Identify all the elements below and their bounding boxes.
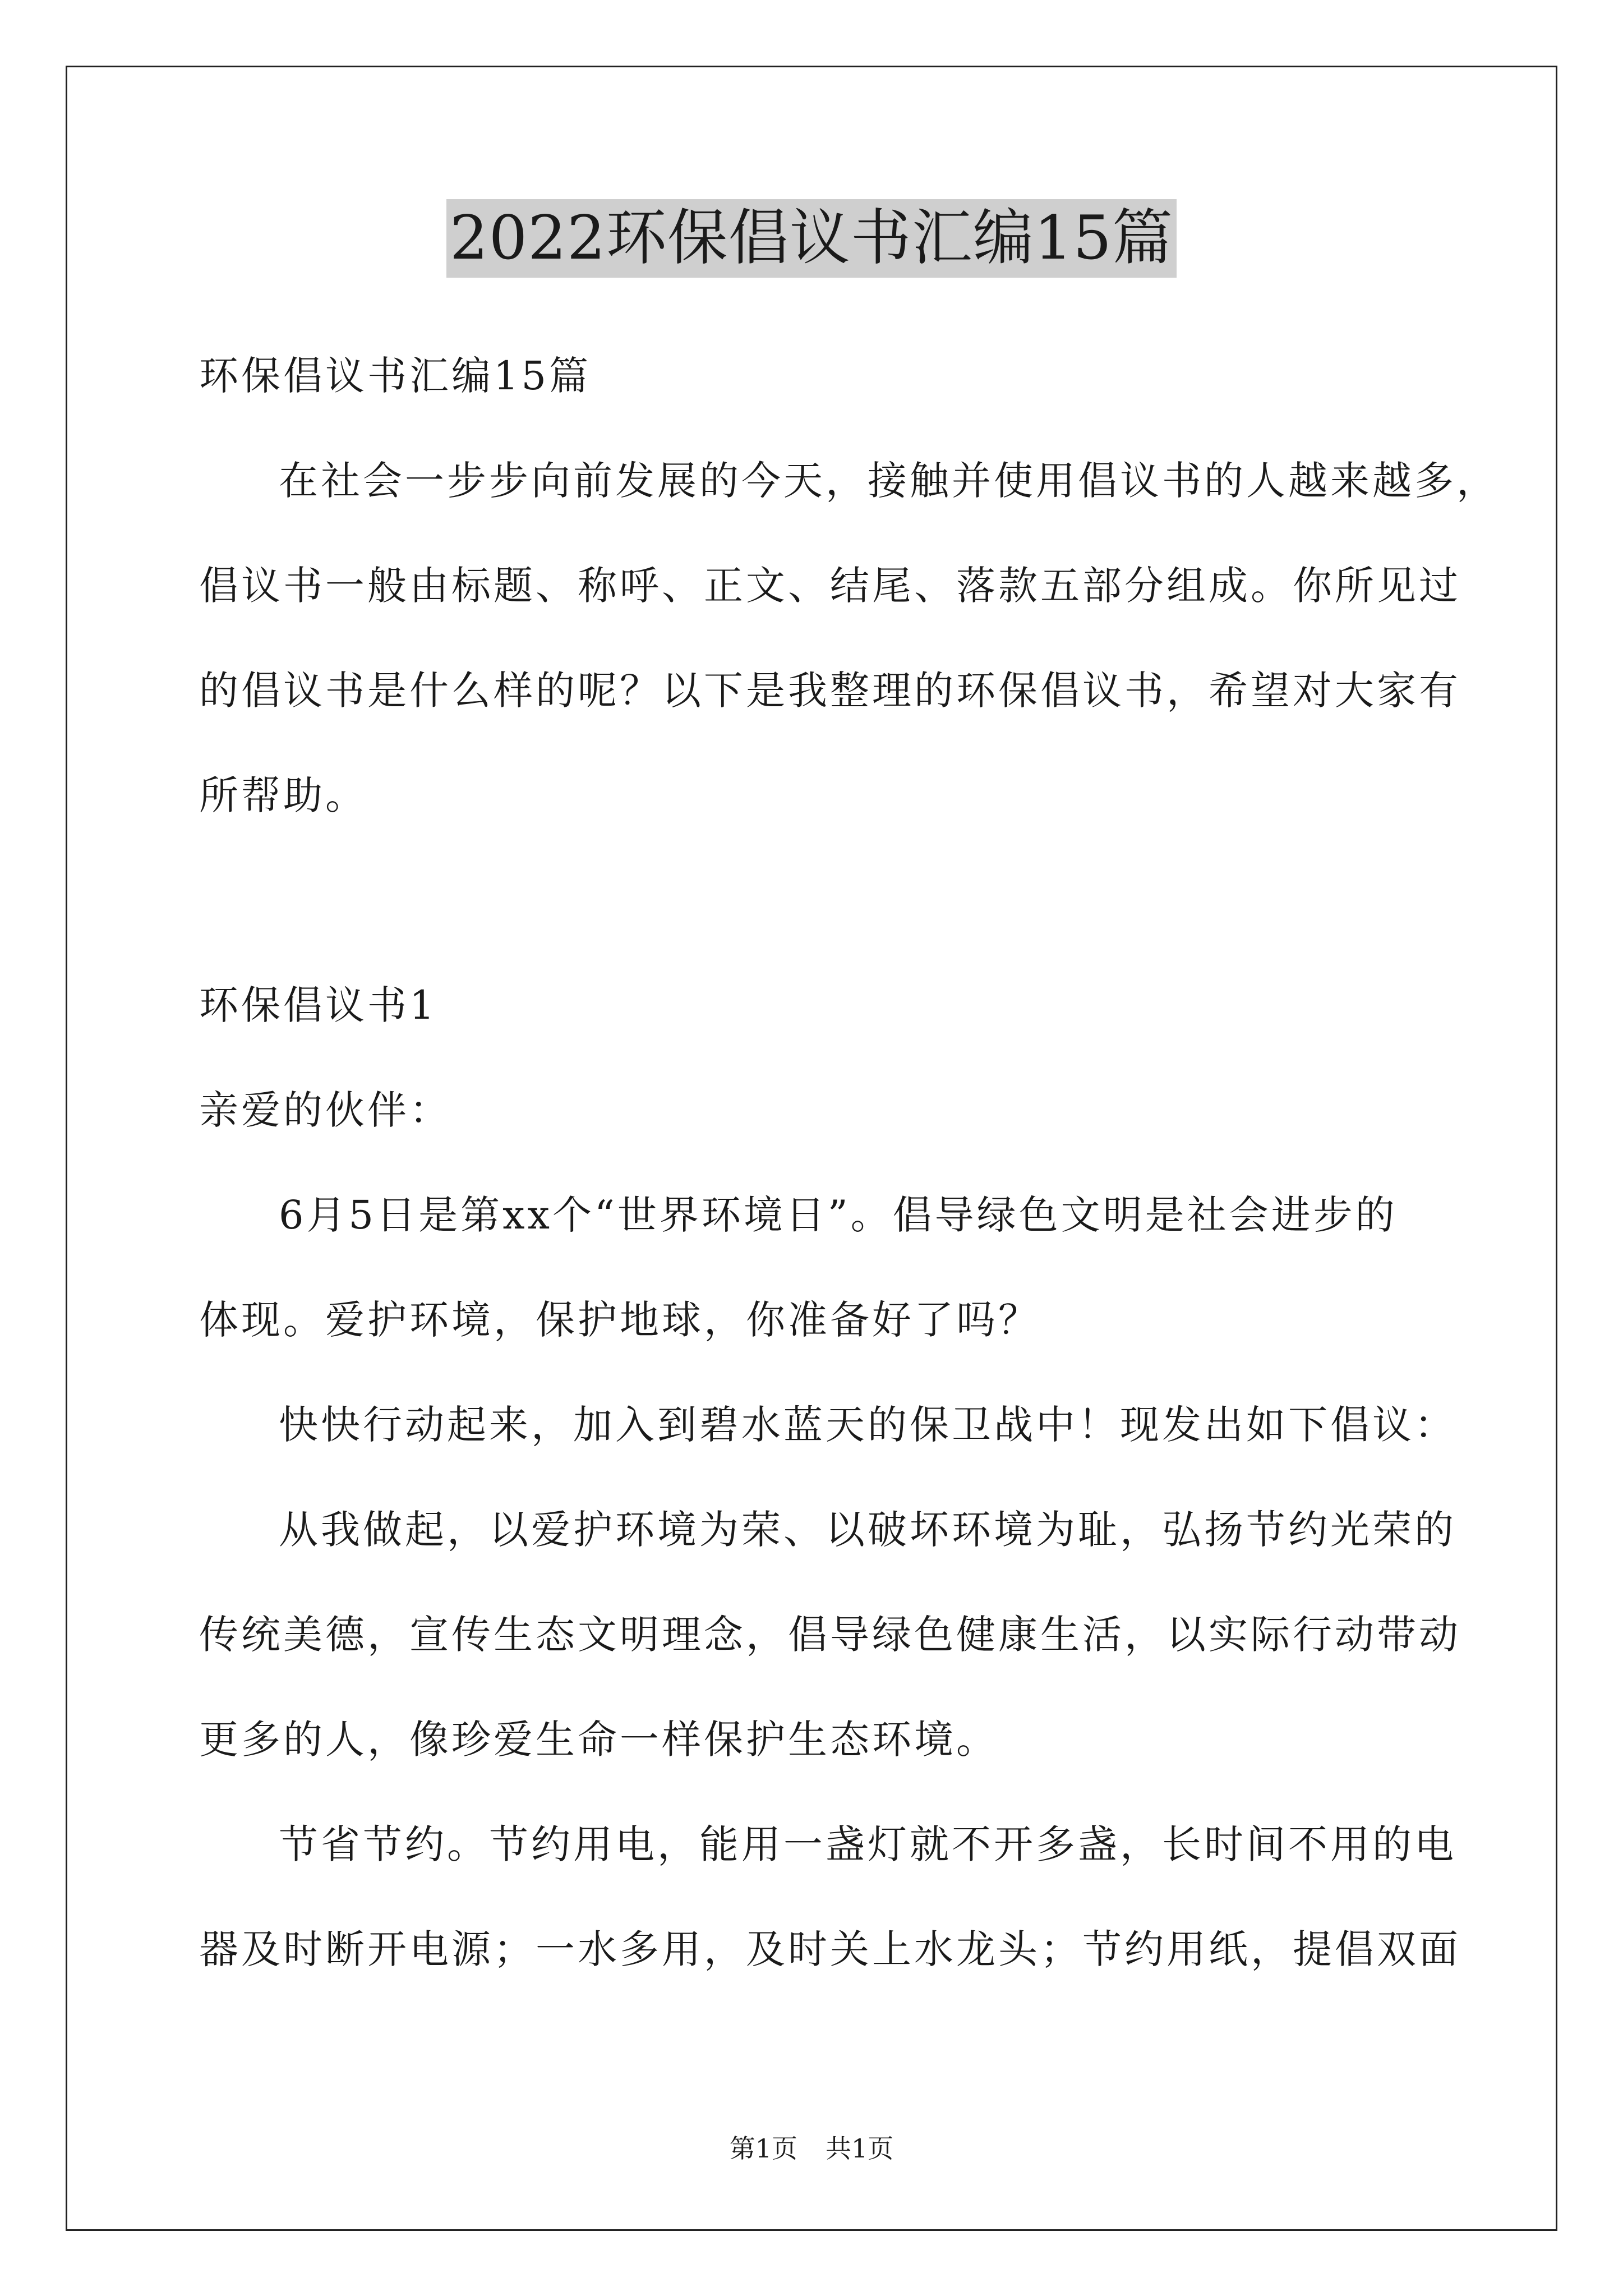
body-paragraph-line: 从我做起，以爱护环境为荣、以破坏环境为耻，弘扬节约光荣的 bbox=[279, 1507, 1456, 1553]
body-paragraph-line: 体现。爱护环境，保护地球，你准备好了吗？ bbox=[199, 1297, 1040, 1343]
blank-line bbox=[199, 872, 1433, 977]
intro-paragraph-line: 所帮助。 bbox=[199, 772, 367, 818]
page-number: 第1页 bbox=[729, 2133, 797, 2164]
salutation: 亲爱的伙伴： bbox=[199, 1087, 451, 1133]
document-body bbox=[199, 348, 1498, 2026]
section-heading: 环保倡议书1 bbox=[199, 982, 437, 1028]
intro-paragraph-line: 在社会一步步向前发展的今天，接触并使用倡议书的人越来越多， bbox=[279, 458, 1498, 504]
subtitle: 环保倡议书汇编15篇 bbox=[199, 353, 592, 399]
page-footer bbox=[0, 2132, 1623, 2165]
body-paragraph-line: 6月5日是第xx个“世界环境日”。倡导绿色文明是社会进步的 bbox=[279, 1192, 1398, 1238]
body-paragraph-line: 器及时断开电源；一水多用，及时关上水龙头；节约用纸，提倡双面 bbox=[199, 1926, 1461, 1972]
body-paragraph-line: 快快行动起来，加入到碧水蓝天的保卫战中！现发出如下倡议： bbox=[279, 1402, 1456, 1448]
intro-paragraph-line: 的倡议书是什么样的呢？以下是我整理的环保倡议书，希望对大家有 bbox=[199, 668, 1461, 714]
body-paragraph-line: 节省节约。节约用电，能用一盏灯就不开多盏，长时间不用的电 bbox=[279, 1821, 1456, 1867]
page-total: 共1页 bbox=[826, 2133, 894, 2164]
body-paragraph-line: 传统美德，宣传生态文明理念，倡导绿色健康生活，以实际行动带动 bbox=[199, 1612, 1461, 1658]
intro-paragraph-line: 倡议书一般由标题、称呼、正文、结尾、落款五部分组成。你所见过 bbox=[199, 563, 1461, 609]
title-block bbox=[0, 199, 1623, 278]
body-paragraph-line: 更多的人，像珍爱生命一样保护生态环境。 bbox=[199, 1717, 998, 1763]
document-title: 2022环保倡议书汇编15篇 bbox=[446, 199, 1177, 278]
